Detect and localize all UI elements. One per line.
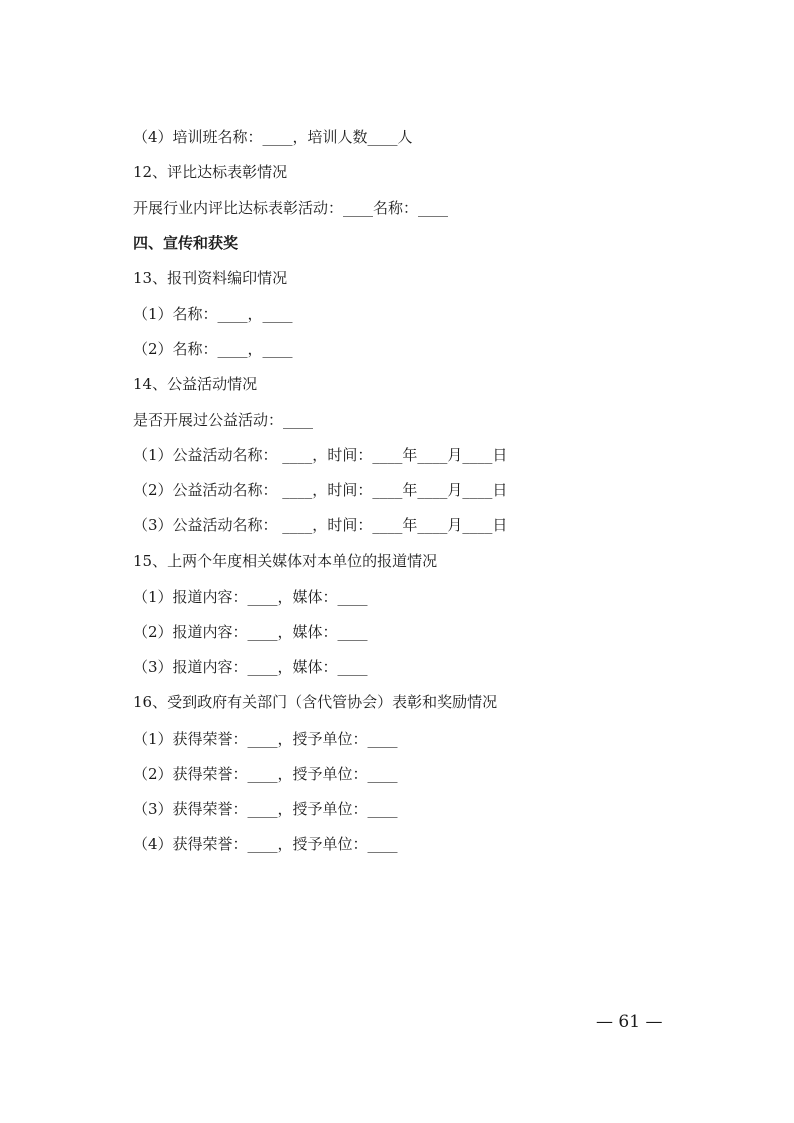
item-12-title: 12、评比达标表彰情况 [133,163,288,181]
media-report-3-line: （3）报道内容：____，媒体：____ [133,658,368,676]
item-16-title: 16、受到政府有关部门（含代管协会）表彰和奖励情况 [133,693,498,711]
honor-3-line: （3）获得荣誉：____，授予单位：____ [133,800,398,818]
honor-2-line: （2）获得荣誉：____，授予单位：____ [133,765,398,783]
public-welfare-2-line: （2）公益活动名称： ____，时间：____年____月____日 [133,481,508,499]
media-report-1-line: （1）报道内容：____，媒体：____ [133,588,368,606]
publication-1-line: （1）名称：____，____ [133,305,293,323]
evaluation-activity-line: 开展行业内评比达标表彰活动：____名称：____ [133,199,449,217]
page-number: — 61 — [596,1012,663,1032]
public-welfare-1-line: （1）公益活动名称： ____，时间：____年____月____日 [133,446,508,464]
item-13-title: 13、报刊资料编印情况 [133,269,288,287]
public-welfare-question: 是否开展过公益活动：____ [133,411,314,429]
item-14-title: 14、公益活动情况 [133,375,258,393]
section-4-heading: 四、宣传和获奖 [133,234,239,252]
public-welfare-3-line: （3）公益活动名称： ____，时间：____年____月____日 [133,516,508,534]
item-15-title: 15、上两个年度相关媒体对本单位的报道情况 [133,552,438,570]
media-report-2-line: （2）报道内容：____，媒体：____ [133,623,368,641]
publication-2-line: （2）名称：____，____ [133,340,293,358]
honor-1-line: （1）获得荣誉：____，授予单位：____ [133,730,398,748]
honor-4-line: （4）获得荣誉：____，授予单位：____ [133,835,398,853]
training-class-line: （4）培训班名称：____，培训人数____人 [133,128,413,146]
